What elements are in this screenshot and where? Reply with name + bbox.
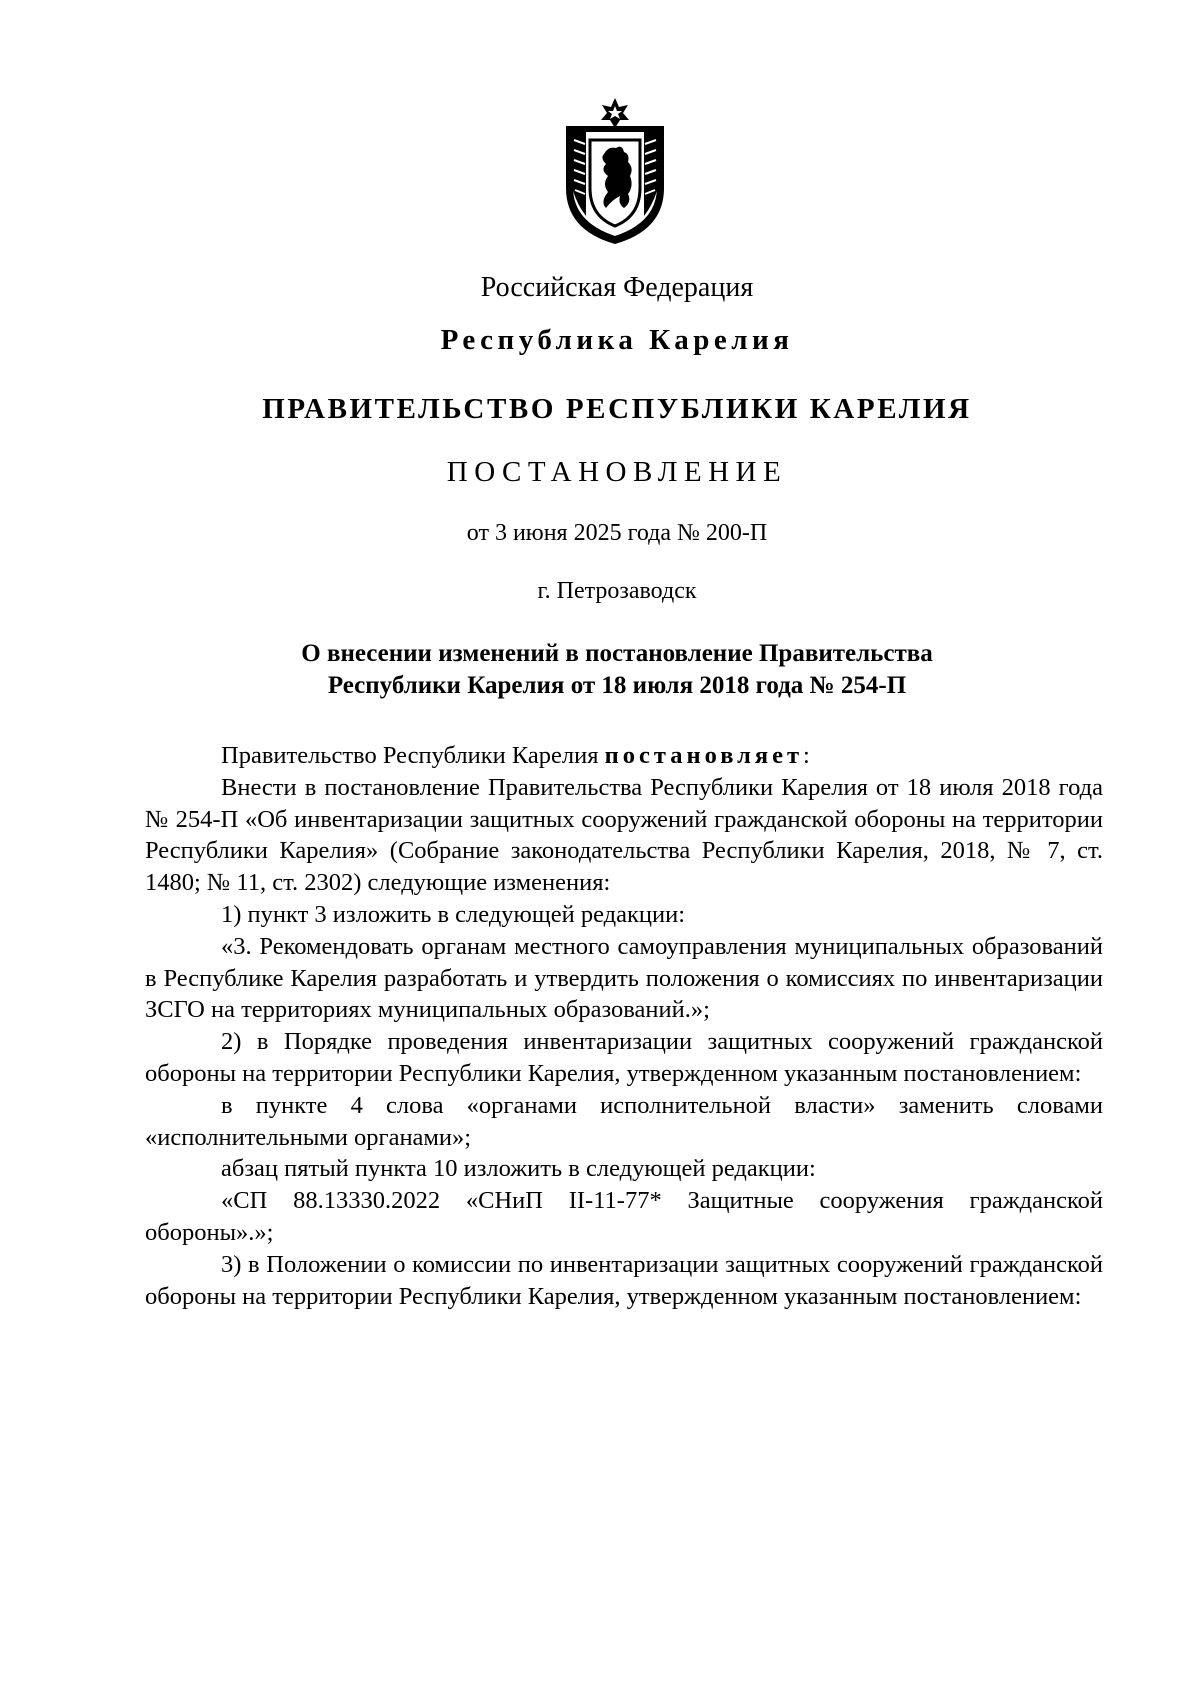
document-type-heading: ПОСТАНОВЛЕНИЕ xyxy=(446,456,788,488)
government-heading: ПРАВИТЕЛЬСТВО РЕСПУБЛИКИ КАРЕЛИЯ xyxy=(262,393,972,425)
paragraph-item-2-b: абзац пятый пункта 10 изложить в следующей редакции: xyxy=(221,1155,816,1183)
city: г. Петрозаводск xyxy=(537,578,697,604)
country-heading: Российская Федерация xyxy=(480,272,754,303)
document-title-line-2: Республики Карелия от 18 июля 2018 года № 254-П xyxy=(327,672,907,699)
document-title-line-1: О внесении изменений в постановление Правительства xyxy=(301,640,933,667)
document-title xyxy=(150,638,1084,702)
paragraph-item-1: 1) пункт 3 изложить в следующей редакции: xyxy=(221,900,686,928)
paragraph-item-3: 3) в Положении о комиссии по инвентаризации защитных сооружений гражданской обороны на территории Республики Карелия, утвержденном указанным постановлением: xyxy=(145,1250,1103,1310)
intro-suffix: : xyxy=(803,742,810,769)
paragraph-item-1-text: «3. Рекомендовать органам местного самоуправления муниципальных образований в Республике Карелия разработать и утвердить положения о комиссиях по инвентаризации ЗСГО на территориях муниципальных образований.»; xyxy=(145,932,1103,1024)
paragraph-item-2-a: в пункте 4 слова «органами исполнительной власти» заменить словами «исполнительными органами»; xyxy=(145,1091,1103,1151)
paragraph-item-2: 2) в Порядке проведения инвентаризации защитных сооружений гражданской обороны на территории Республики Карелия, утвержденном указанным постановлением: xyxy=(145,1028,1103,1087)
paragraph-amend: Внести в постановление Правительства Республики Карелия от 18 июля 2018 года № 254-П «Об инвентаризации защитных сооружений гражданской обороны на территории Республики Карелия» (Собрание законодательства Республики Карелия, 2018, № 7, ст. 1480; № 11, ст. 2302) следующие изменения: xyxy=(145,773,1103,897)
karelia-coat-of-arms-icon xyxy=(560,96,670,246)
intro-prefix: Правительство Республики Карелия xyxy=(221,742,605,769)
intro-verb: постановляет xyxy=(604,742,804,769)
paragraph-item-2-b-text: «СП 88.13330.2022 «СНиП II-11-77* Защитные сооружения гражданской обороны».»; xyxy=(145,1187,1103,1246)
republic-heading: Республика Карелия xyxy=(440,324,794,356)
date-number: от 3 июня 2025 года № 200-П xyxy=(466,520,768,546)
document-body xyxy=(145,740,1103,1312)
intro-paragraph xyxy=(145,740,1103,772)
